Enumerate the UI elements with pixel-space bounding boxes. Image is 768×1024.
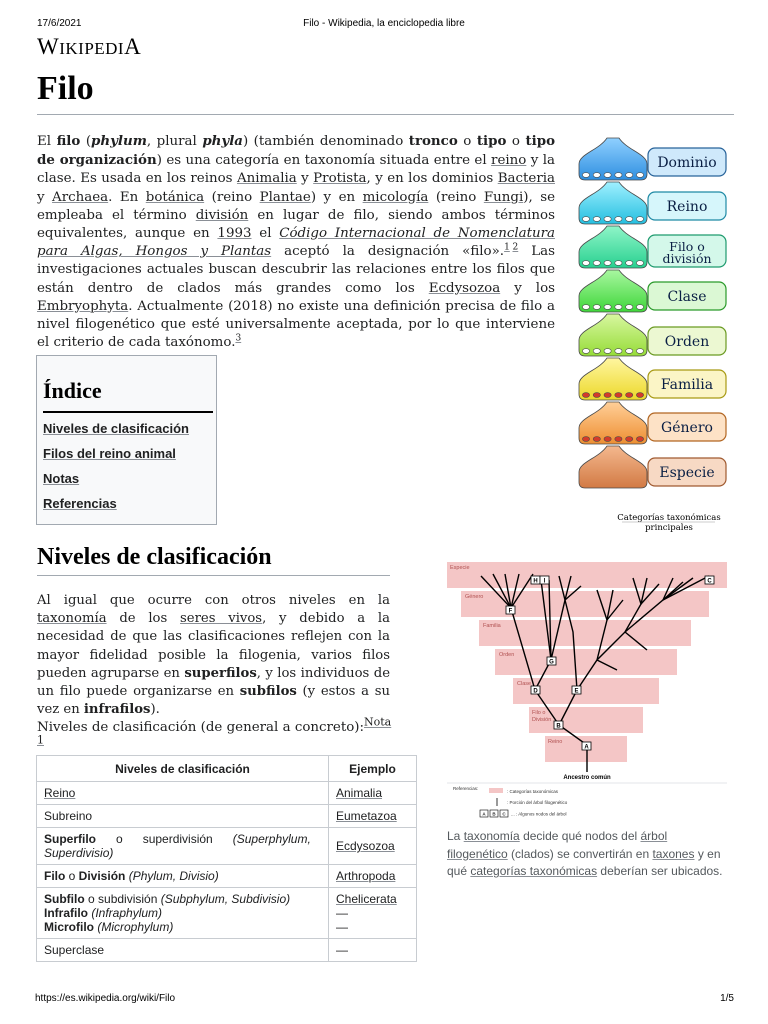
table-row <box>37 888 417 939</box>
taxonomy-label: Filo o división <box>662 239 712 266</box>
table-cell-level: Subreino <box>37 805 329 828</box>
balloon-node <box>636 305 643 310</box>
table-row <box>37 939 417 962</box>
link-botanica[interactable]: botánica <box>145 189 205 205</box>
intro-paragraph: El filo (phylum, plural phyla) (también denominado tronco o tipo o tipo de organización) es una categoría en taxonomía situada entre el reino y la clase. Es usada en los reinos Animalia y Protista, y en los dominios Bacteria y Archaea. En botánica (reino Plantae) y en micología (reino Fungi), se empleaba el término división en lugar de filo, siendo ambos términos equivalentes, aunque en 1993 el Código Internacional de Nomenclatura para Algas, Hongos y Plantas aceptó la designación «filo».$^1$ $^2$ Las investigaciones actuales buscan descubrir las relaciones entre los filos que están dentro de clados más grandes como los Ecdysozoa y los Embryophyta. Actualmente (2018) no existe una definición precisa de filo a nivel filogenético que esté universalmente aceptada, por lo que interviene el criterio de cada taxónomo.$^3$ <box>37 133 556 351</box>
label-orden[interactable] <box>648 327 726 355</box>
tree-node[interactable]: I <box>543 578 546 585</box>
balloon-node <box>593 305 600 310</box>
table-cell-example[interactable]: Chelicerata — — <box>329 888 417 939</box>
balloon-node <box>636 349 643 354</box>
page-title: Filo <box>37 70 94 107</box>
title-divider <box>37 114 734 115</box>
band-label: Clase <box>517 681 532 687</box>
print-title: Filo - Wikipedia, la enciclopedia libre <box>303 18 465 29</box>
link-seres-vivos[interactable]: seres vivos <box>180 611 263 627</box>
band-label: Reino <box>548 739 563 745</box>
table-cell-example[interactable]: Arthropoda <box>329 865 417 888</box>
balloon-node <box>593 349 600 354</box>
band-label: Orden <box>499 652 515 658</box>
table-header: Ejemplo <box>329 756 417 782</box>
balloon-node <box>604 261 611 266</box>
balloon-node <box>604 217 611 222</box>
table-of-contents <box>36 355 217 525</box>
tree-node[interactable]: B <box>556 723 561 730</box>
balloon-node <box>636 217 643 222</box>
link-arbol-filogenetico[interactable]: árbol filogenético <box>447 829 668 861</box>
toc-item-niveles[interactable]: Niveles de clasificación <box>43 421 189 436</box>
balloon-node <box>582 217 589 222</box>
balloon-node <box>593 437 600 442</box>
link-taxonomia[interactable]: taxonomía <box>37 611 107 627</box>
balloon-node <box>615 305 622 310</box>
tree-caption: La taxonomía decide qué nodos del árbol filogenético (clados) se convertirán en taxones y en qué categorías taxonómicas deberían ser ubicados. <box>447 829 723 878</box>
note-1-link[interactable]: Nota 1 <box>37 715 392 747</box>
link-taxonomia-caption[interactable]: taxonomía <box>463 829 520 843</box>
balloon-node <box>615 261 622 266</box>
section-paragraph: Al igual que ocurre con otros niveles en la taxonomía de los seres vivos, y debido a la necesidad de que las clasificaciones reflejen con la mayor fidelidad posible la filogenia, varios filos pueden agruparse en superfilos, y los individuos de un filo puede organizarse en subfilos (y estos a su vez en infrafilos). <box>37 593 391 718</box>
levels-intro: Niveles de clasificación (de general a concreto):$^{Nota 1}$ <box>37 715 392 747</box>
tree-node[interactable]: C <box>707 578 712 585</box>
table-cell-level: Subfilo o subdivisión (Subphylum, Subdivisio) Infrafilo (Infraphylum) Microfilo (Microphylum) <box>37 888 329 939</box>
table-header-row <box>37 756 417 782</box>
label-reino[interactable] <box>648 192 726 220</box>
balloon-node <box>604 173 611 178</box>
toc-divider <box>43 411 213 413</box>
balloon-node <box>593 217 600 222</box>
balloon-node <box>582 393 589 398</box>
balloon-node <box>615 437 622 442</box>
table-cell-example: — <box>329 939 417 962</box>
balloon-node <box>604 393 611 398</box>
tree-node[interactable]: F <box>508 608 513 615</box>
tree-legend <box>453 786 568 817</box>
root-label: Ancestro común <box>563 775 611 781</box>
table-cell-example[interactable]: Animalia <box>329 782 417 805</box>
section-heading: Niveles de clasificación <box>37 544 272 570</box>
toc-item-notas[interactable]: Notas <box>43 471 80 486</box>
table-row <box>37 865 417 888</box>
table-header: Niveles de clasificación <box>37 756 329 782</box>
link-embryophyta[interactable]: Embryophyta <box>37 298 129 314</box>
ref-3[interactable]: 3 <box>235 333 242 344</box>
balloon-node <box>593 173 600 178</box>
tree-node[interactable]: H <box>533 578 538 585</box>
legend-item: ... : Algunos nodos del árbol <box>511 811 567 817</box>
levels-table <box>36 755 417 962</box>
balloon-node <box>626 349 633 354</box>
balloon-node <box>615 349 622 354</box>
ref-1[interactable]: 1 <box>504 242 510 253</box>
balloon-node <box>604 305 611 310</box>
link-ecdysozoa[interactable]: Ecdysozoa <box>428 280 501 296</box>
table-row <box>37 805 417 828</box>
legend-box: B <box>492 811 496 817</box>
balloon-node <box>604 349 611 354</box>
balloon-node <box>582 437 589 442</box>
link-archaea[interactable]: Archaea <box>52 189 109 205</box>
label-clase[interactable] <box>648 282 726 310</box>
taxonomy-label: Dominio <box>657 155 717 171</box>
band-label: División <box>532 717 552 723</box>
balloon-node <box>593 261 600 266</box>
table-cell-level: Superclase <box>37 939 329 962</box>
tree-node[interactable]: A <box>584 744 589 751</box>
link-reino[interactable]: reino <box>491 153 527 169</box>
balloon-node <box>582 305 589 310</box>
link-categorias-taxonomicas[interactable]: categorías taxonómicas <box>470 864 598 878</box>
balloon-node <box>582 261 589 266</box>
toc-item-filos[interactable]: Filos del reino animal <box>43 446 176 461</box>
print-date: 17/6/2021 <box>37 18 82 29</box>
balloon-node <box>626 173 633 178</box>
balloon-node <box>626 393 633 398</box>
table-row <box>37 828 417 865</box>
link-fungi[interactable]: Fungi <box>483 189 524 205</box>
legend-item: : Porción del árbol filogenético <box>507 800 568 805</box>
wikipedia-logo[interactable]: WIKIPEDIA <box>37 34 142 59</box>
taxonomy-diagram[interactable] <box>575 136 730 536</box>
toc-item-referencias[interactable]: Referencias <box>43 496 117 511</box>
taxonomy-label: Género <box>661 420 713 436</box>
label-dominio[interactable] <box>648 148 726 176</box>
taxonomy-caption: principales <box>645 523 693 533</box>
balloon-node <box>626 217 633 222</box>
band-label: Género <box>465 594 484 600</box>
taxonomy-caption: Categorías taxonómicas <box>617 513 721 523</box>
label-filo[interactable] <box>648 235 726 267</box>
ref-2[interactable]: 2 <box>512 242 519 253</box>
taxonomy-label: Orden <box>664 334 710 350</box>
table-cell-level: Superfilo o superdivisión (Superphylum, Superdivisio) <box>37 828 329 865</box>
label-familia[interactable] <box>648 370 726 398</box>
balloon-node <box>636 437 643 442</box>
balloon-node <box>636 393 643 398</box>
balloon-node <box>626 305 633 310</box>
balloon-node <box>582 349 589 354</box>
balloon-node <box>626 261 633 266</box>
legend-box: A <box>482 811 486 817</box>
table-row <box>37 782 417 805</box>
toc-title: Índice <box>43 378 102 403</box>
table-cell-level[interactable]: Reino <box>37 782 329 805</box>
balloon-node <box>615 217 622 222</box>
link-taxones[interactable]: taxones <box>652 846 695 861</box>
balloon-node <box>626 437 633 442</box>
legend-item: : Categorías taxonómicas <box>507 789 559 794</box>
taxonomy-label: Familia <box>660 377 714 393</box>
link-division[interactable]: división <box>195 207 249 223</box>
phylogenetic-tree-figure[interactable] <box>447 560 729 822</box>
band-label: Especie <box>450 565 470 571</box>
link-plantae[interactable]: Plantae <box>259 189 311 205</box>
link-protista[interactable]: Protista <box>313 171 367 187</box>
taxonomy-balloon-especie <box>579 446 647 488</box>
link-micologia[interactable]: micología <box>362 189 429 205</box>
label-especie[interactable] <box>648 458 726 486</box>
legend-box: C <box>502 811 506 817</box>
table-cell-example[interactable]: Eumetazoa <box>329 805 417 828</box>
balloon-node <box>582 173 589 178</box>
tree-node[interactable]: G <box>549 659 554 666</box>
balloon-node <box>615 173 622 178</box>
balloon-node <box>636 261 643 266</box>
print-url: https://es.wikipedia.org/wiki/Filo <box>35 993 176 1004</box>
taxonomy-label: Reino <box>666 199 708 215</box>
link-bacteria[interactable]: Bacteria <box>497 171 555 187</box>
balloon-node <box>593 393 600 398</box>
band-label: Filo o <box>532 710 546 716</box>
taxonomy-bands <box>447 562 727 762</box>
balloon-node <box>636 173 643 178</box>
band-label: Familia <box>483 623 501 629</box>
tree-node[interactable]: D <box>533 688 538 695</box>
legend-title: Referencias: <box>453 786 479 791</box>
taxonomy-label: Clase <box>667 289 707 305</box>
balloon-node <box>615 393 622 398</box>
link-1993[interactable]: 1993 <box>217 226 252 242</box>
link-animalia[interactable]: Animalia <box>236 171 297 187</box>
table-cell-example[interactable]: Ecdysozoa <box>329 828 417 865</box>
page-number: 1/5 <box>720 993 734 1004</box>
tree-node[interactable]: E <box>574 688 579 695</box>
balloon-node <box>604 437 611 442</box>
table-cell-level: Filo o División (Phylum, Divisio) <box>37 865 329 888</box>
taxonomy-label: Especie <box>659 465 715 481</box>
label-genero[interactable] <box>648 413 726 441</box>
section-divider <box>37 575 390 576</box>
link-codigo[interactable]: Código Internacional de Nomenclatura para Algas, Hongos y Plantas <box>37 226 555 260</box>
